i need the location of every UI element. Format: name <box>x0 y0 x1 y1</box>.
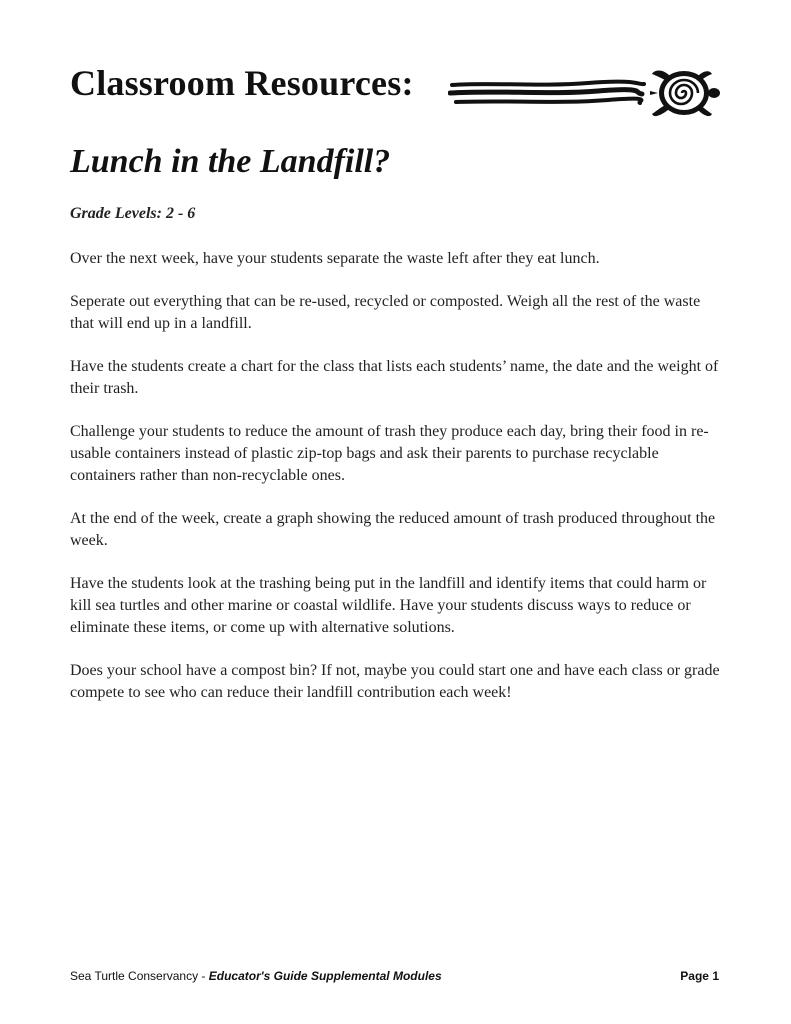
footer-organization: Sea Turtle Conservancy - <box>70 969 209 983</box>
page-number: Page 1 <box>680 969 719 983</box>
paragraph: Have the students create a chart for the class that lists each students’ name, the date and the weight of their trash. <box>70 358 719 397</box>
page-footer <box>70 969 719 987</box>
page-title: Classroom Resources: <box>70 63 414 103</box>
footer-source <box>70 969 442 983</box>
paragraph: Have the students look at the trashing being put in the landfill and identify items that could harm or kill sea turtles and other marine or coastal wildlife. Have your students discuss ways to reduce or eliminate these items, or come up with alternative solutions. <box>70 575 707 636</box>
sea-turtle-icon <box>648 62 722 126</box>
lesson-body <box>70 248 720 725</box>
grade-levels: Grade Levels: 2 - 6 <box>70 205 196 222</box>
paragraph: Challenge your students to reduce the amount of trash they produce each day, bring their food in re-usable containers instead of plastic zip-top bags and ask their parents to purchase recyclable containers rather than non-recyclable ones. <box>70 423 709 484</box>
lesson-title: Lunch in the Landfill? <box>70 143 391 180</box>
footer-guide-title: Educator's Guide Supplemental Modules <box>208 969 442 983</box>
paragraph: Over the next week, have your students separate the waste left after they eat lunch. <box>70 250 600 267</box>
paragraph: Seperate out everything that can be re-used, recycled or composted. Weigh all the rest of the waste that will end up in a landfill. <box>70 293 701 332</box>
paragraph: Does your school have a compost bin? If not, maybe you could start one and have each class or grade compete to see who can reduce their landfill contribution each week! <box>70 662 720 701</box>
paragraph: At the end of the week, create a graph showing the reduced amount of trash produced throughout the week. <box>70 510 716 549</box>
brush-stroke-lines-icon <box>448 78 648 108</box>
